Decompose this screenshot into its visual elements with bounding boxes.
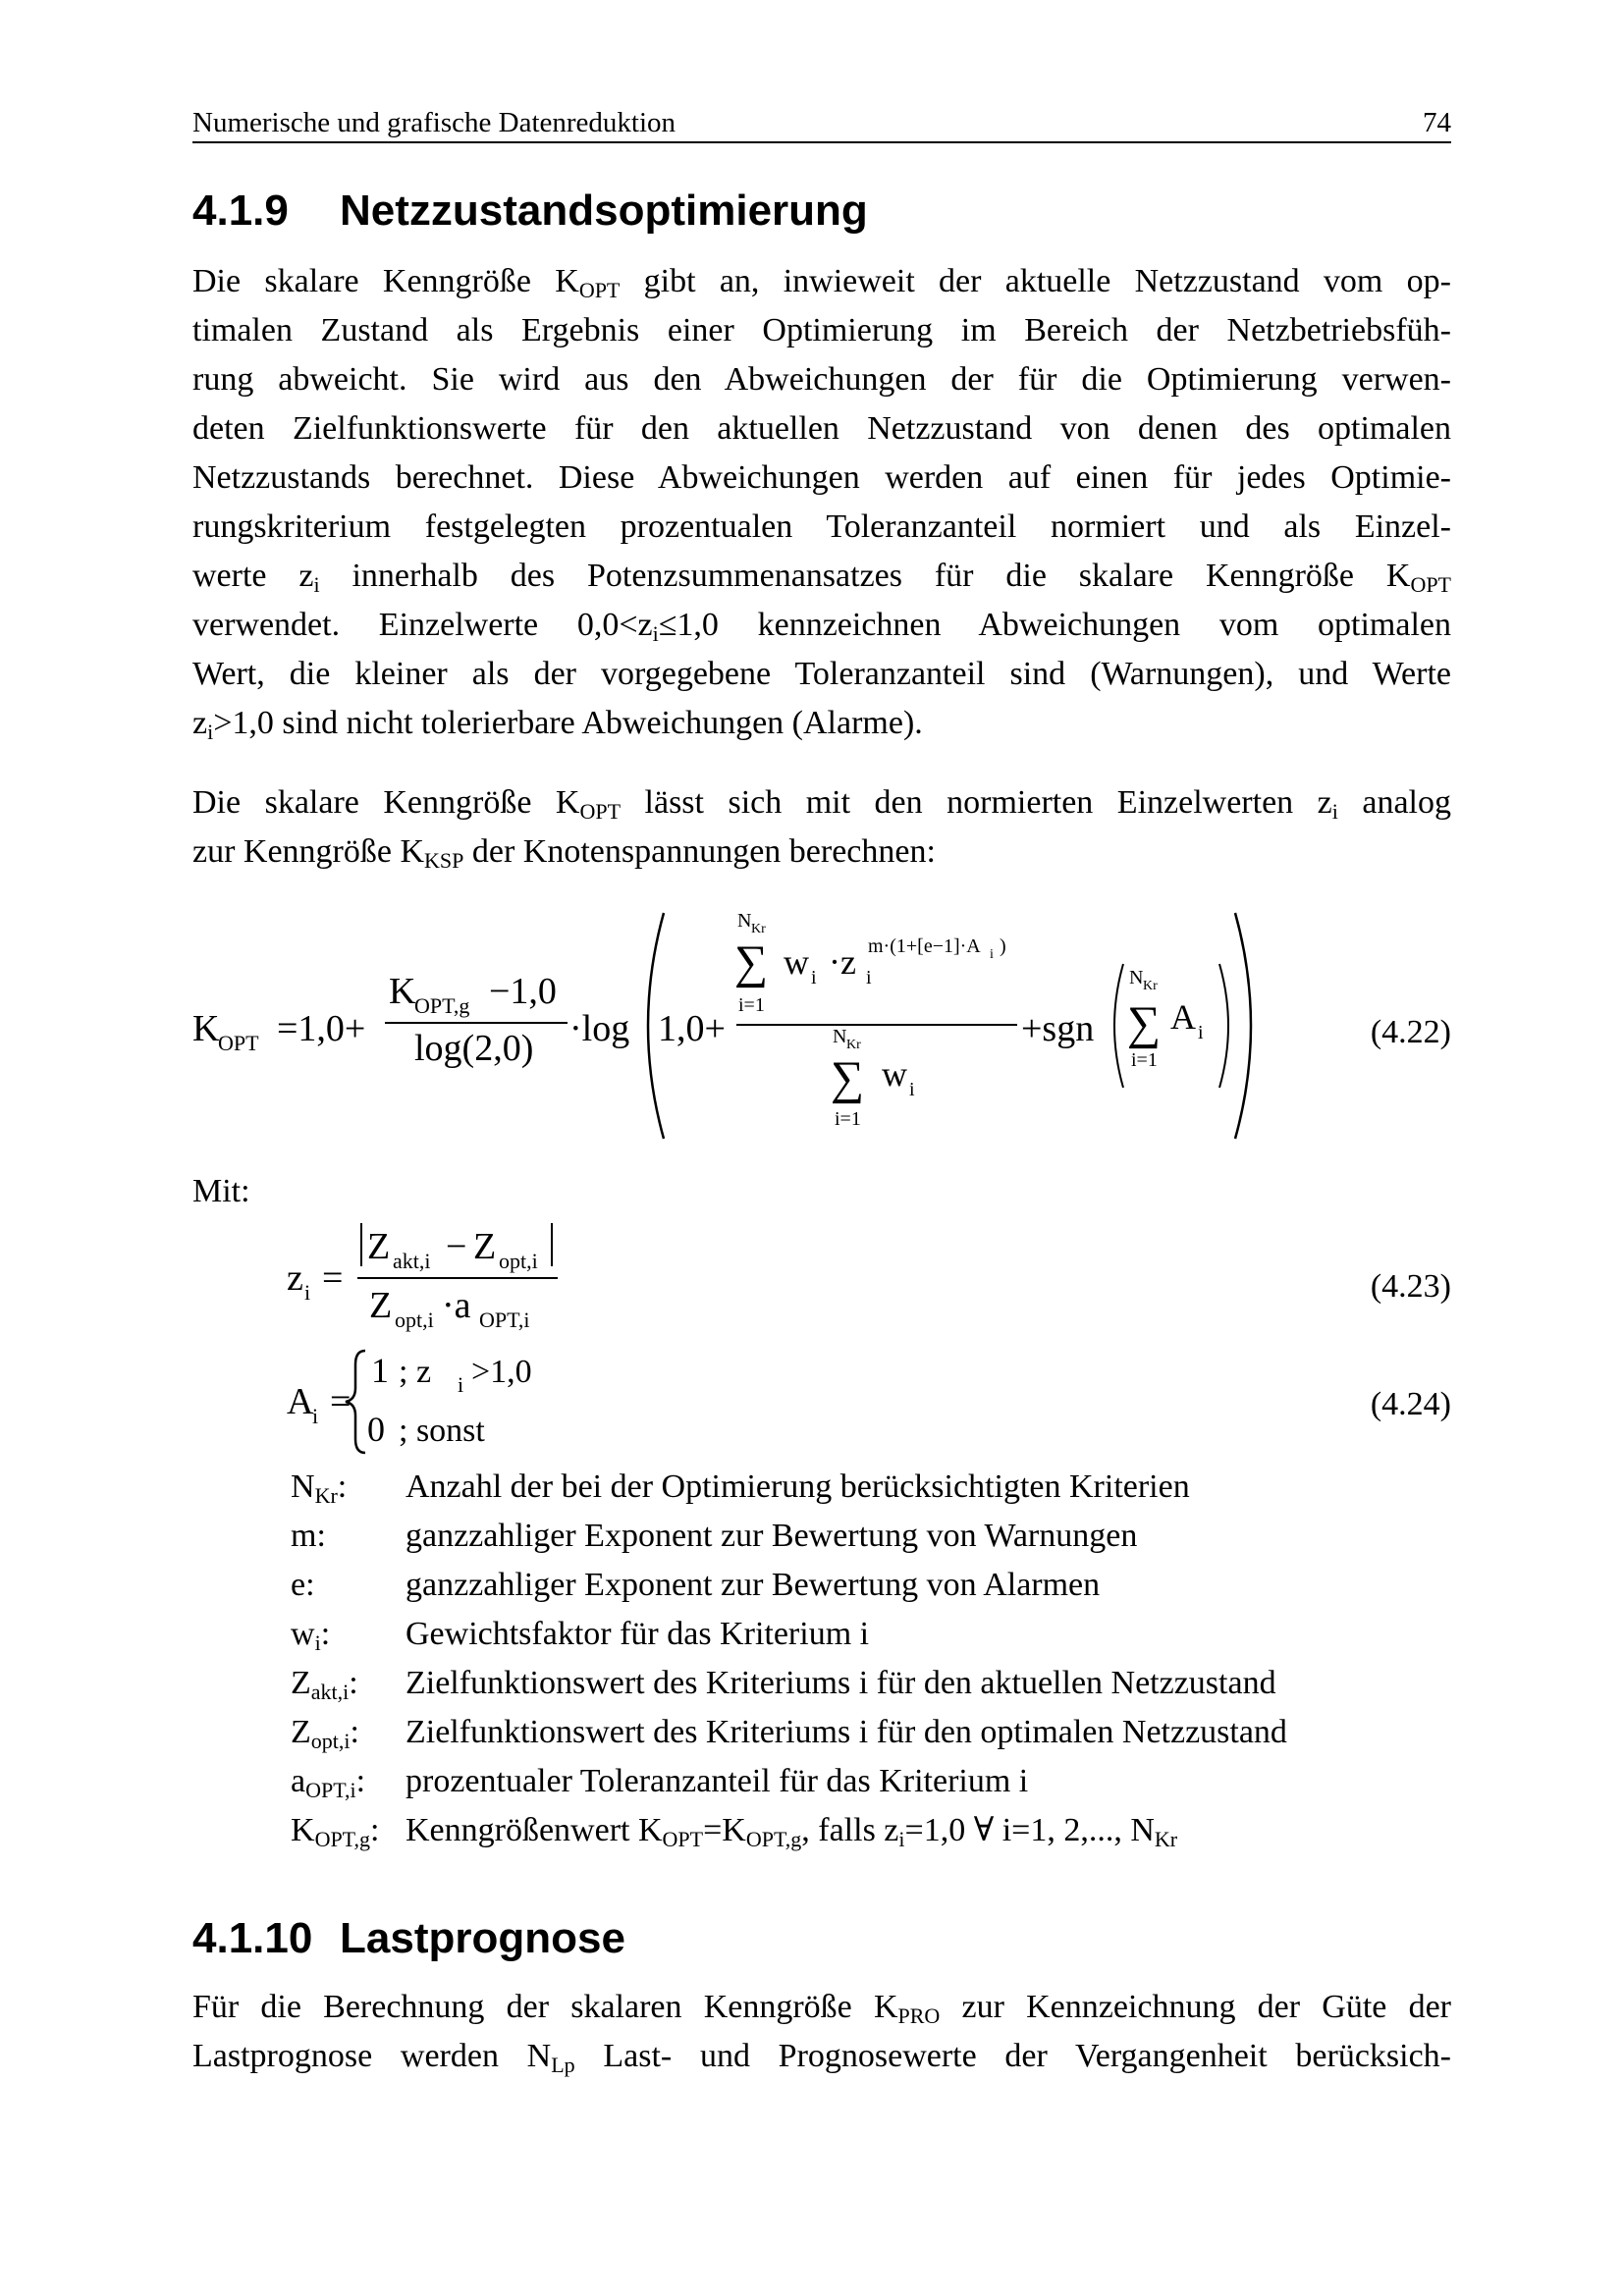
- text-line: Lastprognose werden $N_{Lp}$ Last- und Prognosewerte der Vergangenheit berücksich-: [192, 2038, 1451, 2077]
- eq-den-sum-upper-sub: Kr: [846, 1038, 861, 1052]
- eq-num-sum: ∑: [734, 936, 769, 988]
- eq-den-sum-upper: N: [833, 1026, 847, 1047]
- eq423-minus: −: [446, 1226, 467, 1267]
- text-line: zur Kenngröße $K_{KSP}$ der Knotenspannungen berechnen:: [192, 833, 936, 873]
- eq-sgn-sum-lower: i=1: [1131, 1049, 1158, 1071]
- equation-4-23: [287, 1215, 679, 1339]
- text-line: $z_i>1,0$ sind nicht tolerierbare Abweichungen (Alarme).: [192, 705, 923, 744]
- eq423-z: z: [287, 1257, 303, 1299]
- eq-sgn-lparen: [1114, 964, 1123, 1088]
- eq-num-w: w: [784, 942, 809, 982]
- eq-num-sum-upper-sub: Kr: [751, 922, 766, 936]
- eq-frac-minus-one: −1,0: [489, 971, 557, 1012]
- text-line: timalen Zustand als Ergebnis einer Optimierung im Bereich der Netzbetriebsfüh-: [192, 312, 1451, 348]
- eq423-den-dot-a: ·a: [442, 1285, 471, 1326]
- definitions-list: [291, 1463, 1287, 1855]
- definition-row: [291, 1806, 1287, 1855]
- definition-symbol: $K_{OPT,g}$:: [291, 1812, 380, 1851]
- definition-symbol: m:: [291, 1518, 326, 1554]
- eq423-z-opt-sub: opt,i: [499, 1249, 538, 1273]
- running-head: [192, 106, 1451, 143]
- definition-text: ganzzahliger Exponent zur Bewertung von Alarmen: [406, 1567, 1101, 1603]
- text-line: Die skalare Kenngröße $K_{OPT}$ gibt an, inwieweit der aktuelle Netzzustand vom op-: [192, 263, 1451, 302]
- paragraph-1: [192, 257, 1451, 748]
- eq-num-w-sub: i: [811, 967, 817, 988]
- eq-num-sum-lower: i=1: [738, 994, 765, 1016]
- definition-symbol: $Z_{opt,i}$:: [291, 1714, 359, 1753]
- eq423-equals: =: [322, 1257, 344, 1299]
- section-number: 4.1.9: [192, 187, 289, 235]
- eq-num-z-sub: i: [866, 967, 872, 988]
- eq-dot-log: ·log: [569, 1008, 630, 1049]
- definition-text: prozentualer Toleranzanteil für das Kriterium i: [406, 1763, 1029, 1799]
- text-line: rungskriterium festgelegten prozentualen Toleranzanteil normiert und als Einzel-: [192, 508, 1451, 545]
- definition-row: [291, 1561, 1287, 1610]
- definition-row: [291, 1610, 1287, 1659]
- text-line: werte $z_i$ innerhalb des Potenzsummenansatzes für die skalare Kenngröße $K_{OPT}$: [192, 558, 1451, 597]
- eq423-den-a-sub: OPT,i: [479, 1308, 530, 1332]
- running-head-title: Numerische und grafische Datenreduktion: [192, 107, 676, 138]
- equation-number-4-22: (4.22): [1370, 1014, 1451, 1050]
- page-number: 74: [1423, 107, 1451, 138]
- eq423-den-z: Z: [369, 1285, 393, 1326]
- eq424-case1-sub: i: [458, 1372, 464, 1397]
- eq424-case1-value: 1: [371, 1351, 389, 1390]
- eq424-a: A: [287, 1381, 314, 1422]
- eq423-z-akt: Z: [367, 1226, 391, 1267]
- eq-num-exponent: m·(1+[e−1]·A: [868, 935, 981, 957]
- section-title: Netzzustandsoptimierung: [340, 187, 868, 235]
- definition-symbol: e:: [291, 1567, 315, 1603]
- definition-symbol: $w_i$:: [291, 1616, 331, 1655]
- definition-text: Kenngrößenwert $K_{OPT}=K_{OPT,g}$, falls $z_i=1,0$ ∀ i=1, 2,..., $N_{Kr}$: [406, 1812, 1178, 1851]
- definition-text: Zielfunktionswert des Kriteriums i für den aktuellen Netzzustand: [406, 1665, 1276, 1701]
- text-line: rung abweicht. Sie wird aus den Abweichungen der für die Optimierung verwen-: [192, 361, 1451, 398]
- eq-one-plus: 1,0+: [658, 1008, 726, 1049]
- eq-equals-one-plus: =1,0+: [277, 1008, 366, 1049]
- eq424-case2-cond: ; sonst: [399, 1413, 485, 1449]
- text-line: Für die Berechnung der skalaren Kenngröße $K_{PRO}$ zur Kennzeichnung der Güte der: [192, 1989, 1451, 2028]
- eq-den-sum: ∑: [831, 1052, 865, 1104]
- definition-symbol: $N_{Kr}$:: [291, 1468, 348, 1508]
- eq-den-w: w: [882, 1054, 907, 1094]
- mit-label: Mit:: [192, 1173, 250, 1209]
- eq424-brace: [346, 1351, 365, 1453]
- eq-num-dot-z: ·z: [829, 942, 856, 982]
- equation-4-22: [192, 903, 1451, 1148]
- eq-num-sum-upper: N: [737, 910, 752, 932]
- eq423-z-sub: i: [304, 1280, 311, 1305]
- definition-text: ganzzahliger Exponent zur Bewertung von Warnungen: [406, 1518, 1138, 1554]
- eq424-equals: =: [330, 1381, 352, 1422]
- section-heading-4-1-10: [192, 1914, 625, 1963]
- paragraph-3: [192, 1983, 1451, 2081]
- eq-num-exponent-sub: i: [990, 947, 994, 962]
- eq-frac-k: K: [389, 971, 416, 1012]
- text-line: deten Zielfunktionswerte für den aktuellen Netzzustand von denen des optimalen: [192, 410, 1451, 447]
- eq-big-rparen: [1235, 913, 1251, 1139]
- eq-den-w-sub: i: [909, 1079, 915, 1100]
- equation-number-4-23: (4.23): [1370, 1268, 1451, 1305]
- eq-num-exponent-close: ): [1000, 935, 1006, 957]
- text-line: Die skalare Kenngröße $K_{OPT}$ lässt sich mit den normierten Einzelwerten $z_i$ analog: [192, 784, 1451, 824]
- eq-k-symbol: K: [192, 1008, 220, 1049]
- eq-den-sum-lower: i=1: [835, 1108, 861, 1130]
- eq-sgn-sum-upper: N: [1129, 967, 1144, 988]
- equation-4-24: [287, 1345, 699, 1459]
- eq423-z-opt: Z: [473, 1226, 497, 1267]
- equation-number-4-24: (4.24): [1370, 1386, 1451, 1422]
- eq-sgn-rparen: [1219, 964, 1228, 1088]
- text-line: Wert, die kleiner als der vorgegebene Toleranzanteil sind (Warnungen), und Werte: [192, 656, 1451, 692]
- eq423-den-z-sub: opt,i: [395, 1308, 434, 1332]
- eq424-case1-cond-b: >1,0: [471, 1354, 532, 1390]
- definition-text: Zielfunktionswert des Kriteriums i für den optimalen Netzzustand: [406, 1714, 1287, 1750]
- eq424-case2-value: 0: [367, 1410, 385, 1449]
- eq-frac-denominator: log(2,0): [414, 1028, 534, 1069]
- definition-text: Anzahl der bei der Optimierung berücksichtigten Kriterien: [406, 1468, 1190, 1505]
- definition-row: [291, 1659, 1287, 1708]
- text-line: verwendet. Einzelwerte $0,0<z_i\le 1,0$ kennzeichnen Abweichungen vom optimalen: [192, 607, 1451, 646]
- eq423-z-akt-sub: akt,i: [393, 1249, 431, 1273]
- eq-frac-k-sub: OPT,g: [414, 993, 470, 1018]
- text-line: Netzzustands berechnet. Diese Abweichungen werden auf einen für jedes Optimie-: [192, 459, 1451, 496]
- paragraph-2: [192, 778, 1451, 877]
- eq-plus-sgn: +sgn: [1021, 1008, 1095, 1049]
- section-title: Lastprognose: [340, 1914, 625, 1962]
- eq-sgn-sum-upper-sub: Kr: [1143, 979, 1158, 993]
- eq424-case1-cond: ; z: [399, 1354, 432, 1390]
- definition-symbol: $Z_{akt,i}$:: [291, 1665, 358, 1704]
- eq-k-sub: OPT: [218, 1031, 259, 1055]
- definition-row: [291, 1708, 1287, 1757]
- definition-row: [291, 1512, 1287, 1561]
- eq-sgn-sum: ∑: [1127, 997, 1162, 1049]
- definition-symbol: $a_{OPT,i}$:: [291, 1763, 366, 1802]
- definition-row: [291, 1463, 1287, 1512]
- definition-row: [291, 1757, 1287, 1806]
- eq424-a-sub: i: [312, 1404, 319, 1428]
- eq-sgn-a: A: [1170, 997, 1196, 1037]
- section-number: 4.1.10: [192, 1914, 313, 1962]
- definition-text: Gewichtsfaktor für das Kriterium i: [406, 1616, 870, 1652]
- eq-sgn-a-sub: i: [1198, 1022, 1204, 1043]
- section-heading-4-1-9: [192, 187, 868, 236]
